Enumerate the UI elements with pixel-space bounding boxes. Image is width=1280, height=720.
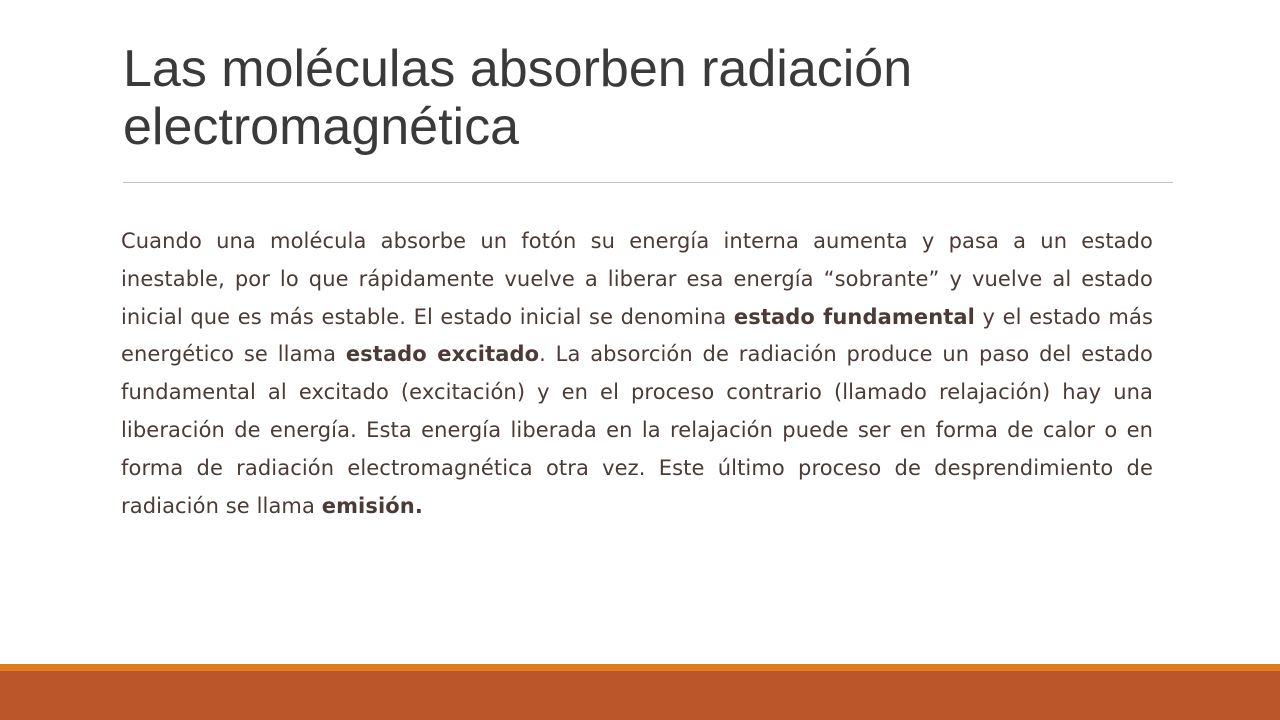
slide-title-line-1: Las moléculas absorben radiación <box>123 40 913 98</box>
paragraph-segment: y el estado más energético se llama <box>121 304 1153 367</box>
paragraph-segment: . La absorción de radiación produce un paso del estado fundamental al excitado (excitación) y en el proceso contrario (llamado relajación) hay una liberación de energía. Esta energía liberada en la relajación puede ser en forma de calor o en forma de radiación electromagnética otra vez. Este último proceso de desprendimiento de radiación se llama <box>121 342 1153 518</box>
title-divider <box>123 182 1173 183</box>
slide-title <box>123 40 1183 156</box>
term-emision: emisión. <box>321 493 423 518</box>
term-estado-excitado: estado excitado <box>345 342 540 367</box>
footer-band <box>0 671 1280 720</box>
slide-title-line-2: electromagnética <box>123 98 519 156</box>
term-estado-fundamental: estado fundamental <box>733 304 975 329</box>
footer-accent-stripe <box>0 664 1280 671</box>
paragraph-segment: Cuando una molécula absorbe un fotón su energía interna aumenta y pasa a un estado inestable, por lo que rápidamente vuelve a liberar esa energía “sobrante” y vuelve al estado inicial que es más estable. El estado inicial se denomina <box>121 229 1153 329</box>
body-paragraph <box>121 223 1153 525</box>
